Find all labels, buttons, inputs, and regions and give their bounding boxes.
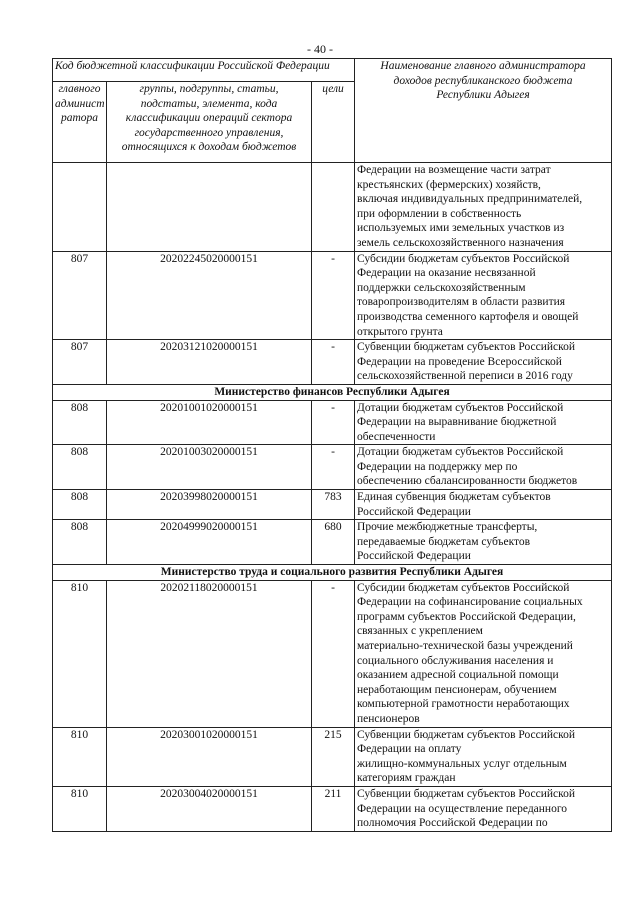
target-code-cell bbox=[312, 163, 355, 252]
description-line: производства семенного картофеля и овощей bbox=[357, 310, 579, 323]
name-header-line: Республики Адыгея bbox=[436, 89, 530, 102]
code-group-header: Код бюджетной классификации Российской Федерации bbox=[53, 59, 355, 82]
description-line: Федерации на проведение Всероссийской bbox=[357, 355, 562, 368]
table-row bbox=[53, 445, 612, 490]
description-line: Единая субвенция бюджетам субъектов bbox=[357, 491, 551, 504]
classification-code-cell: 20202118020000151 bbox=[107, 580, 312, 727]
description-line: Федерации на софинансирование социальных bbox=[357, 596, 583, 609]
revenue-description-cell bbox=[355, 445, 612, 490]
description-line: Федерации на поддержку мер по bbox=[357, 460, 518, 473]
description-line: Субсидии бюджетам субъектов Российской bbox=[357, 581, 570, 594]
description-line: неработающим пенсионерам, обучением bbox=[357, 683, 557, 696]
revenue-description-cell bbox=[355, 727, 612, 786]
admin-code-cell: 808 bbox=[53, 445, 107, 490]
revenue-description-cell bbox=[355, 400, 612, 445]
table-row bbox=[53, 520, 612, 565]
admin-code-cell: 807 bbox=[53, 340, 107, 385]
description-line: открытого грунта bbox=[357, 325, 443, 338]
description-line: Федерации на возмещение части затрат bbox=[357, 164, 551, 176]
name-column-header bbox=[355, 59, 612, 163]
description-line: поддержки сельскохозяйственным bbox=[357, 281, 526, 294]
target-code-cell: - bbox=[312, 340, 355, 385]
target-code-cell: - bbox=[312, 580, 355, 727]
classification-code-cell: 20202245020000151 bbox=[107, 251, 312, 340]
table-row bbox=[53, 340, 612, 385]
description-line: жилищно-коммунальных услуг отдельным bbox=[357, 757, 567, 770]
groups-header-line: группы, подгруппы, статьи, bbox=[139, 83, 279, 95]
classification-code-cell: 20201001020000151 bbox=[107, 400, 312, 445]
admin-code-cell: 810 bbox=[53, 727, 107, 786]
description-line: Российской Федерации bbox=[357, 550, 471, 563]
section-header-row bbox=[53, 565, 612, 581]
target-code-cell: 783 bbox=[312, 490, 355, 520]
page-number: - 40 - bbox=[307, 42, 333, 56]
description-line: земель сельскохозяйственного назначения bbox=[357, 236, 564, 249]
description-line: обеспечению сбалансированности бюджетов bbox=[357, 475, 578, 488]
description-line: программ субъектов Российской Федерации, bbox=[357, 610, 576, 623]
groups-column-header bbox=[107, 82, 312, 163]
description-line: товаропроизводителям в области развития bbox=[357, 296, 566, 309]
admin-code-cell: 808 bbox=[53, 520, 107, 565]
admin-header-line: главного bbox=[58, 83, 101, 95]
admin-code-cell: 810 bbox=[53, 580, 107, 727]
description-line: используемых ими земельных участков из bbox=[357, 222, 565, 235]
admin-header-line: админист bbox=[55, 97, 105, 110]
budget-classification-table bbox=[52, 58, 612, 832]
description-line: категориям граждан bbox=[357, 772, 456, 785]
table-row bbox=[53, 490, 612, 520]
section-header-row bbox=[53, 384, 612, 400]
classification-code-cell: 20203001020000151 bbox=[107, 727, 312, 786]
description-line: Субвенции бюджетам субъектов Российской bbox=[357, 728, 576, 741]
description-line: Федерации на оплату bbox=[357, 743, 462, 756]
name-header-line: доходов республиканского бюджета bbox=[393, 74, 573, 87]
section-title: Министерство финансов Республики Адыгея bbox=[53, 384, 612, 400]
target-code-cell: - bbox=[312, 400, 355, 445]
admin-header-line: ратора bbox=[60, 112, 99, 125]
target-code-cell: 215 bbox=[312, 727, 355, 786]
description-line: крестьянских (фермерских) хозяйств, bbox=[357, 178, 541, 191]
classification-code-cell bbox=[107, 163, 312, 252]
revenue-description-cell bbox=[355, 163, 612, 252]
description-line: Дотации бюджетам субъектов Российской bbox=[357, 446, 564, 459]
description-line: материально-технической базы учреждений bbox=[357, 640, 573, 652]
description-line: Субвенции бюджетам субъектов Российской bbox=[357, 787, 576, 800]
groups-header-line: государственного управления, bbox=[134, 126, 284, 139]
description-line: Субвенции бюджетам субъектов Российской bbox=[357, 341, 576, 354]
table-row bbox=[53, 786, 612, 831]
target-code-cell: 680 bbox=[312, 520, 355, 565]
description-line: передаваемые бюджетам субъектов bbox=[357, 535, 531, 548]
description-line: связанных с укреплением bbox=[357, 625, 483, 638]
description-line: Федерации на оказание несвязанной bbox=[357, 267, 536, 280]
table-row bbox=[53, 727, 612, 786]
table-row bbox=[53, 163, 612, 252]
description-line: пенсионеров bbox=[357, 712, 420, 725]
table-row bbox=[53, 400, 612, 445]
description-line: Дотации бюджетам субъектов Российской bbox=[357, 401, 564, 414]
description-line: полномочия Российской Федерации по bbox=[357, 817, 548, 830]
admin-code-cell: 810 bbox=[53, 786, 107, 831]
admin-column-header bbox=[53, 82, 107, 163]
revenue-description-cell bbox=[355, 340, 612, 385]
revenue-description-cell bbox=[355, 580, 612, 727]
description-line: Субсидии бюджетам субъектов Российской bbox=[357, 252, 570, 265]
classification-code-cell: 20204999020000151 bbox=[107, 520, 312, 565]
description-line: оказанием адресной социальной помощи bbox=[357, 669, 559, 682]
description-line: Федерации на осуществление переданного bbox=[357, 802, 568, 815]
name-header-line: Наименование главного администратора bbox=[380, 60, 586, 72]
classification-code-cell: 20203121020000151 bbox=[107, 340, 312, 385]
description-line: Российской Федерации bbox=[357, 505, 471, 518]
classification-code-cell: 20201003020000151 bbox=[107, 445, 312, 490]
table-row bbox=[53, 251, 612, 340]
description-line: обеспеченности bbox=[357, 430, 436, 443]
revenue-description-cell bbox=[355, 520, 612, 565]
classification-code-cell: 20203998020000151 bbox=[107, 490, 312, 520]
description-line: компьютерной грамотности неработающих bbox=[357, 698, 570, 711]
revenue-description-cell bbox=[355, 786, 612, 831]
description-line: Федерации на выравнивание бюджетной bbox=[357, 416, 557, 429]
table-row bbox=[53, 580, 612, 727]
description-line: Прочие межбюджетные трансферты, bbox=[357, 521, 538, 534]
description-line: социального обслуживания населения и bbox=[357, 654, 554, 667]
target-code-cell: - bbox=[312, 445, 355, 490]
header-row-1 bbox=[53, 59, 612, 82]
revenue-description-cell bbox=[355, 490, 612, 520]
classification-code-cell: 20203004020000151 bbox=[107, 786, 312, 831]
target-code-cell: 211 bbox=[312, 786, 355, 831]
groups-header-line: относящихся к доходам бюджетов bbox=[121, 141, 297, 154]
revenue-description-cell bbox=[355, 251, 612, 340]
description-line: включая индивидуальных предпринимателей, bbox=[357, 193, 583, 206]
description-line: сельскохозяйственной переписи в 2016 году bbox=[357, 370, 573, 383]
section-title: Министерство труда и социального развития Республики Адыгея bbox=[53, 565, 612, 581]
admin-code-cell: 807 bbox=[53, 251, 107, 340]
admin-code-cell bbox=[53, 163, 107, 252]
admin-code-cell: 808 bbox=[53, 490, 107, 520]
groups-header-line: подстатьи, элемента, кода bbox=[140, 97, 278, 110]
description-line: при оформлении в собственность bbox=[357, 207, 522, 220]
target-column-header: цели bbox=[312, 82, 355, 163]
groups-header-line: классификации операций сектора bbox=[125, 112, 293, 125]
admin-code-cell: 808 bbox=[53, 400, 107, 445]
target-code-cell: - bbox=[312, 251, 355, 340]
